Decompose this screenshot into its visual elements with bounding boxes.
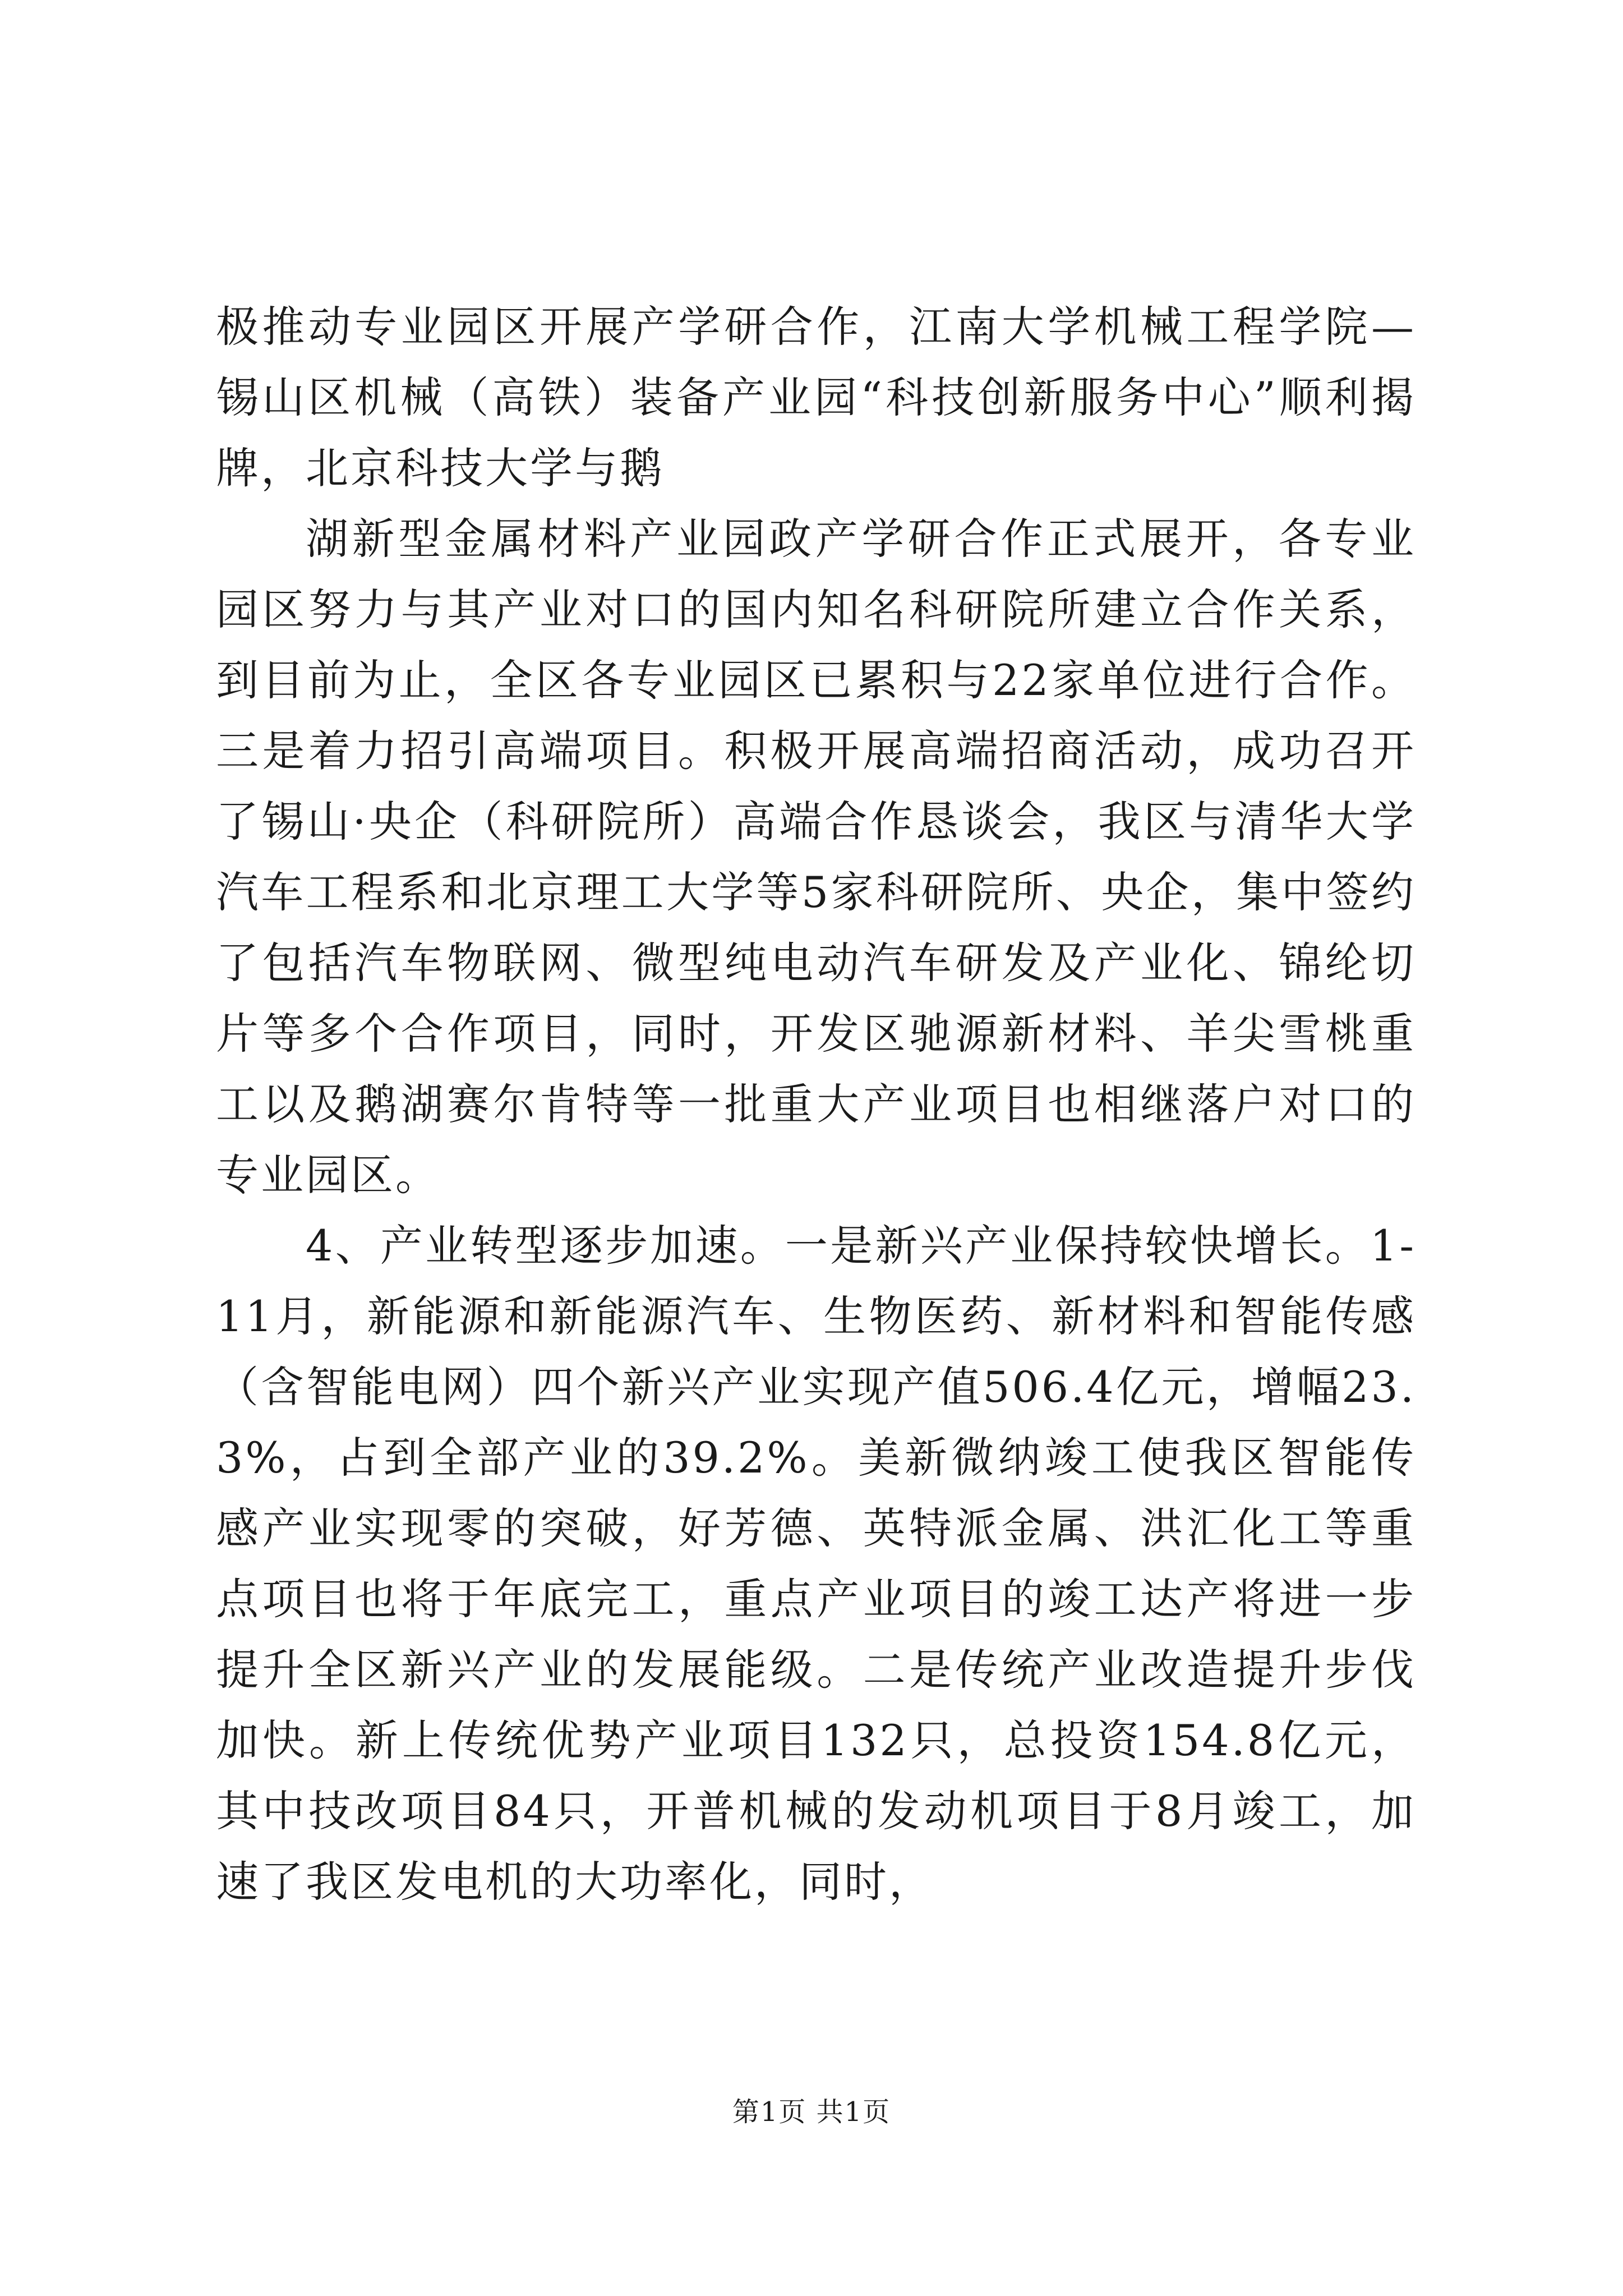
- paragraph-2: 湖新型金属材料产业园政产学研合作正式展开，各专业园区努力与其产业对口的国内知名科研院所建立合作关系，到目前为止，全区各专业园区已累积与22家单位进行合作。三是着力招引高端项目。积极开展高端招商活动，成功召开了锡山·央企（科研院所）高端合作恳谈会，我区与清华大学汽车工程系和北京理工大学等5家科研院所、央企，集中签约了包括汽车物联网、微型纯电动汽车研发及产业化、锦纶切片等多个合作项目，同时，开发区驰源新材料、羊尖雪桃重工以及鹅湖赛尔肯特等一批重大产业项目也相继落户对口的专业园区。: [216, 514, 1416, 1200]
- page-footer: [0, 2095, 1623, 2129]
- page-number-label: 第1页 共1页: [732, 2096, 891, 2128]
- paragraph-1: 极推动专业园区开展产学研合作，江南大学机械工程学院—锡山区机械（高铁）装备产业园“科技创新服务中心”顺利揭牌，北京科技大学与鹅: [216, 302, 1416, 493]
- body-text: [216, 292, 1416, 1917]
- paragraph-3: 4、产业转型逐步加速。一是新兴产业保持较快增长。1-11月，新能源和新能源汽车、生物医药、新材料和智能传感（含智能电网）四个新兴产业实现产值506.4亿元，增幅23.3%，占到全部产业的39.2%。美新微纳竣工使我区智能传感产业实现零的突破，好芳德、英特派金属、洪汇化工等重点项目也将于年底完工，重点产业项目的竣工达产将进一步提升全区新兴产业的发展能级。二是传统产业改造提升步伐加快。新上传统优势产业项目132只，总投资154.8亿元，其中技改项目84只，开普机械的发动机项目于8月竣工，加速了我区发电机的大功率化，同时，: [216, 1221, 1416, 1907]
